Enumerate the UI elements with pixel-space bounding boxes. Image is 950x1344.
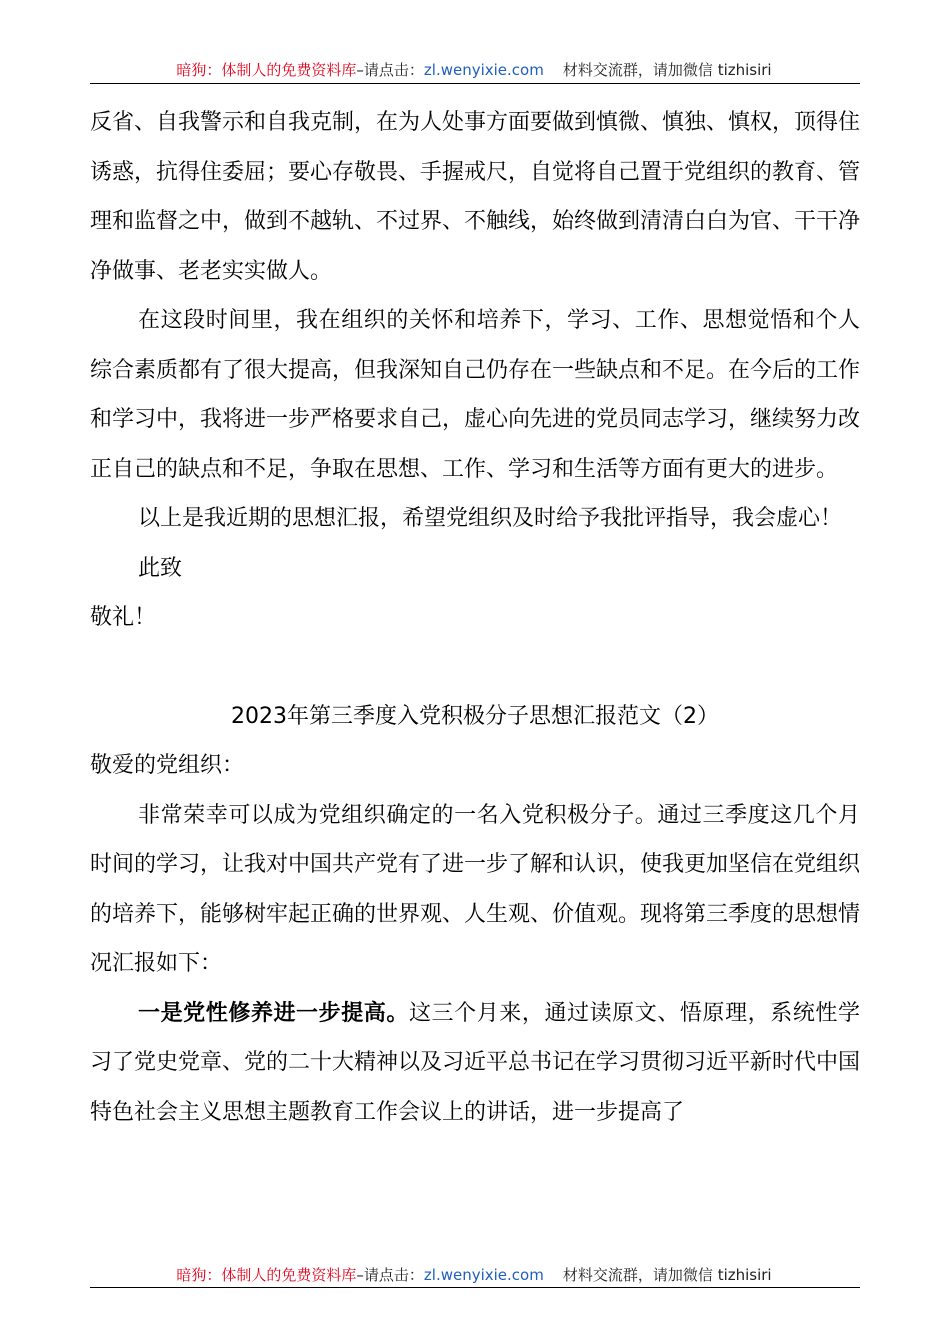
footer-rule <box>90 1287 860 1288</box>
paragraph-3: 以上是我近期的思想汇报，希望党组织及时给予我批评指导，我会虚心！ <box>138 506 843 531</box>
closing-line-1: 此致 <box>138 555 183 581</box>
paragraph-5-heading: 一是党性修养进一步提高。 <box>138 1000 409 1026</box>
paragraph-2: 在这段时间里，我在组织的关怀和培养下，学习、工作、思想觉悟和个人综合素质都有了很大提高，但我深知自己仍存在一些缺点和不足。在今后的工作和学习中，我将进一步严格要求自己，虚心向先进的党员同志学习，继续努力改正自己的缺点和不足，争取在思想、工作、学习和生活等方面有更大的进步。 <box>90 308 861 482</box>
footer-url-link[interactable]: zl.wenyixie.com <box>423 1266 544 1284</box>
header-contact: 材料交流群，请加微信 tizhisiri <box>562 61 772 79</box>
paragraph-1: 反省、自我警示和自我克制，在为人处事方面要做到慎微、慎独、慎权，顶得住诱惑，抗得住委屈；要心存敬畏、手握戒尺，自觉将自己置于党组织的教育、管理和监督之中，做到不越轨、不过界、不触线，始终做到清清白白为官、干干净净做事、老老实实做人。 <box>90 110 861 284</box>
page-footer <box>90 1265 858 1285</box>
page-header <box>90 60 858 80</box>
header-rule <box>90 83 860 84</box>
footer-brand: 暗狗：体制人的免费资料库 <box>176 1266 357 1284</box>
paragraph-5 <box>90 989 860 1138</box>
header-brand: 暗狗：体制人的免费资料库 <box>176 61 357 79</box>
footer-contact: 材料交流群，请加微信 tizhisiri <box>562 1266 772 1284</box>
salutation: 敬爱的党组织： <box>90 753 245 778</box>
section-gap <box>90 643 860 692</box>
closing-line-2: 敬礼！ <box>90 605 157 630</box>
footer-prompt: –请点击： <box>356 1266 424 1284</box>
header-prompt: –请点击： <box>356 61 424 79</box>
section-title: 2023年第三季度入党积极分子思想汇报范文（2） <box>231 703 719 729</box>
header-url-link[interactable]: zl.wenyixie.com <box>423 61 544 79</box>
paragraph-4: 非常荣幸可以成为党组织确定的一名入党积极分子。通过三季度这几个月时间的学习，让我对中国共产党有了进一步了解和认识，使我更加坚信在党组织的培养下，能够树牢起正确的世界观、人生观、价值观。现将第三季度的思想情况汇报如下： <box>90 802 861 976</box>
paragraph-5-text: 这三个月来，通过读原文、悟原理，系统性学习了党史党章、党的二十大精神以及习近平总书记在学习贯彻习近平新时代中国特色社会主义思想主题教育工作会议上的讲话，进一步提高了 <box>90 1000 861 1125</box>
document-body <box>90 98 860 1137</box>
